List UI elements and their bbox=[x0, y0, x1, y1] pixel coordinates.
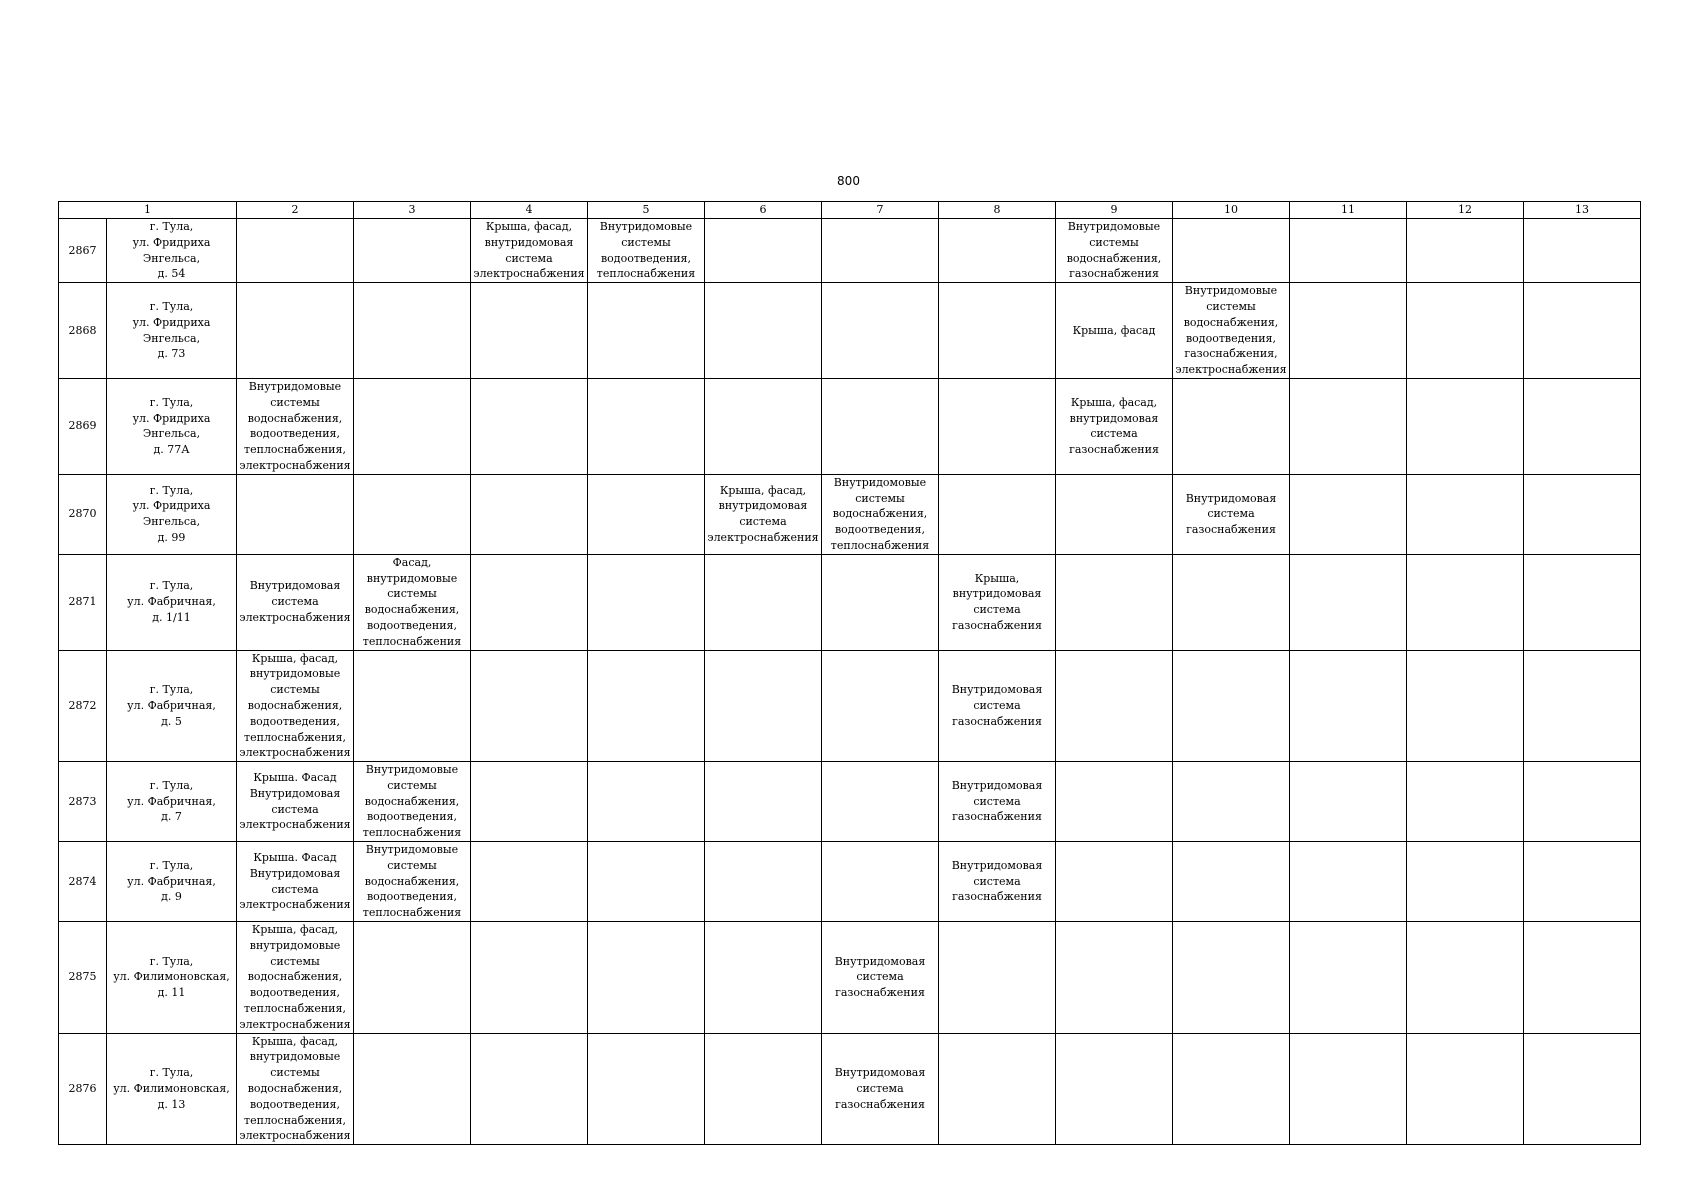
work-cell-col-10 bbox=[1173, 922, 1290, 1034]
work-cell-col-13 bbox=[1524, 474, 1641, 554]
work-cell-col-3: Внутридомовые системы водоснабжения, водоотведения, теплоснабжения bbox=[354, 842, 471, 922]
column-number-row bbox=[59, 202, 1641, 219]
work-cell-col-13 bbox=[1524, 554, 1641, 650]
work-cell-col-5 bbox=[588, 283, 705, 379]
work-cell-col-8 bbox=[939, 1033, 1056, 1145]
column-number-header: 4 bbox=[471, 202, 588, 219]
table-row bbox=[59, 762, 1641, 842]
row-number-cell: 2873 bbox=[59, 762, 107, 842]
work-cell-col-3 bbox=[354, 378, 471, 474]
work-cell-col-8 bbox=[939, 219, 1056, 283]
row-number-cell: 2872 bbox=[59, 650, 107, 762]
work-cell-col-2: Внутридомовые системы водоснабжения, водоотведения, теплоснабжения, электроснабжения bbox=[237, 378, 354, 474]
work-cell-col-7 bbox=[822, 650, 939, 762]
work-cell-col-4 bbox=[471, 283, 588, 379]
work-cell-col-10 bbox=[1173, 842, 1290, 922]
work-cell-col-13 bbox=[1524, 650, 1641, 762]
work-cell-col-9 bbox=[1056, 650, 1173, 762]
address-cell: г. Тула, ул. Филимоновская, д. 11 bbox=[107, 922, 237, 1034]
work-cell-col-6: Крыша, фасад, внутридомовая система электроснабжения bbox=[705, 474, 822, 554]
table-row bbox=[59, 219, 1641, 283]
work-cell-col-11 bbox=[1290, 283, 1407, 379]
work-cell-col-9 bbox=[1056, 474, 1173, 554]
table-row bbox=[59, 1033, 1641, 1145]
repair-schedule-table bbox=[58, 201, 1641, 1145]
work-cell-col-2: Крыша, фасад, внутридомовые системы водоснабжения, водоотведения, теплоснабжения, электроснабжения bbox=[237, 1033, 354, 1145]
work-cell-col-2: Крыша. Фасад Внутридомовая система электроснабжения bbox=[237, 762, 354, 842]
work-cell-col-12 bbox=[1407, 378, 1524, 474]
page-number: 800 bbox=[837, 174, 860, 188]
work-cell-col-10 bbox=[1173, 1033, 1290, 1145]
work-cell-col-7 bbox=[822, 554, 939, 650]
work-cell-col-11 bbox=[1290, 474, 1407, 554]
work-cell-col-2: Внутридомовая система электроснабжения bbox=[237, 554, 354, 650]
address-cell: г. Тула, ул. Фабричная, д. 7 bbox=[107, 762, 237, 842]
work-cell-col-8 bbox=[939, 922, 1056, 1034]
work-cell-col-9 bbox=[1056, 922, 1173, 1034]
table-row bbox=[59, 378, 1641, 474]
work-cell-col-7 bbox=[822, 762, 939, 842]
work-cell-col-13 bbox=[1524, 762, 1641, 842]
work-cell-col-12 bbox=[1407, 842, 1524, 922]
work-cell-col-5: Внутридомовые системы водоотведения, теплоснабжения bbox=[588, 219, 705, 283]
work-cell-col-13 bbox=[1524, 378, 1641, 474]
work-cell-col-9: Внутридомовые системы водоснабжения, газоснабжения bbox=[1056, 219, 1173, 283]
table-row bbox=[59, 554, 1641, 650]
work-cell-col-11 bbox=[1290, 219, 1407, 283]
column-number-header: 11 bbox=[1290, 202, 1407, 219]
work-cell-col-7 bbox=[822, 219, 939, 283]
table-row bbox=[59, 650, 1641, 762]
work-cell-col-11 bbox=[1290, 922, 1407, 1034]
work-cell-col-4 bbox=[471, 1033, 588, 1145]
work-cell-col-3 bbox=[354, 1033, 471, 1145]
work-cell-col-2: Крыша, фасад, внутридомовые системы водоснабжения, водоотведения, теплоснабжения, электроснабжения bbox=[237, 650, 354, 762]
work-cell-col-6 bbox=[705, 283, 822, 379]
work-cell-col-8: Внутридомовая система газоснабжения bbox=[939, 842, 1056, 922]
work-cell-col-3 bbox=[354, 474, 471, 554]
address-cell: г. Тула, ул. Фридриха Энгельса, д. 77А bbox=[107, 378, 237, 474]
work-cell-col-3 bbox=[354, 219, 471, 283]
work-cell-col-11 bbox=[1290, 650, 1407, 762]
work-cell-col-8 bbox=[939, 474, 1056, 554]
column-number-header: 1 bbox=[59, 202, 237, 219]
work-cell-col-6 bbox=[705, 378, 822, 474]
work-cell-col-4: Крыша, фасад, внутридомовая система электроснабжения bbox=[471, 219, 588, 283]
work-cell-col-6 bbox=[705, 650, 822, 762]
work-cell-col-11 bbox=[1290, 1033, 1407, 1145]
row-number-cell: 2874 bbox=[59, 842, 107, 922]
work-cell-col-11 bbox=[1290, 762, 1407, 842]
column-number-header: 6 bbox=[705, 202, 822, 219]
work-cell-col-3 bbox=[354, 922, 471, 1034]
column-number-header: 2 bbox=[237, 202, 354, 219]
work-cell-col-2 bbox=[237, 219, 354, 283]
address-cell: г. Тула, ул. Фридриха Энгельса, д. 99 bbox=[107, 474, 237, 554]
address-cell: г. Тула, ул. Фридриха Энгельса, д. 73 bbox=[107, 283, 237, 379]
work-cell-col-4 bbox=[471, 474, 588, 554]
row-number-cell: 2870 bbox=[59, 474, 107, 554]
work-cell-col-12 bbox=[1407, 554, 1524, 650]
work-cell-col-5 bbox=[588, 554, 705, 650]
work-cell-col-12 bbox=[1407, 1033, 1524, 1145]
work-cell-col-3: Внутридомовые системы водоснабжения, водоотведения, теплоснабжения bbox=[354, 762, 471, 842]
work-cell-col-9 bbox=[1056, 1033, 1173, 1145]
work-cell-col-13 bbox=[1524, 1033, 1641, 1145]
work-cell-col-2 bbox=[237, 474, 354, 554]
work-cell-col-6 bbox=[705, 219, 822, 283]
column-number-header: 10 bbox=[1173, 202, 1290, 219]
work-cell-col-4 bbox=[471, 762, 588, 842]
work-cell-col-10 bbox=[1173, 378, 1290, 474]
table-row bbox=[59, 283, 1641, 379]
work-cell-col-5 bbox=[588, 1033, 705, 1145]
address-cell: г. Тула, ул. Филимоновская, д. 13 bbox=[107, 1033, 237, 1145]
row-number-cell: 2867 bbox=[59, 219, 107, 283]
work-cell-col-11 bbox=[1290, 842, 1407, 922]
address-cell: г. Тула, ул. Фабричная, д. 9 bbox=[107, 842, 237, 922]
column-number-header: 7 bbox=[822, 202, 939, 219]
table-row bbox=[59, 842, 1641, 922]
row-number-cell: 2875 bbox=[59, 922, 107, 1034]
work-cell-col-9 bbox=[1056, 842, 1173, 922]
work-cell-col-2: Крыша, фасад, внутридомовые системы водоснабжения, водоотведения, теплоснабжения, электроснабжения bbox=[237, 922, 354, 1034]
work-cell-col-10: Внутридомовые системы водоснабжения, водоотведения, газоснабжения, электроснабжения bbox=[1173, 283, 1290, 379]
work-cell-col-5 bbox=[588, 650, 705, 762]
work-cell-col-12 bbox=[1407, 762, 1524, 842]
work-cell-col-8 bbox=[939, 378, 1056, 474]
work-cell-col-9: Крыша, фасад bbox=[1056, 283, 1173, 379]
work-cell-col-8: Крыша, внутридомовая система газоснабжения bbox=[939, 554, 1056, 650]
work-cell-col-2 bbox=[237, 283, 354, 379]
work-cell-col-13 bbox=[1524, 842, 1641, 922]
work-cell-col-12 bbox=[1407, 219, 1524, 283]
column-number-header: 3 bbox=[354, 202, 471, 219]
work-cell-col-4 bbox=[471, 842, 588, 922]
work-cell-col-9 bbox=[1056, 762, 1173, 842]
column-number-header: 12 bbox=[1407, 202, 1524, 219]
work-cell-col-3 bbox=[354, 283, 471, 379]
row-number-cell: 2869 bbox=[59, 378, 107, 474]
work-cell-col-11 bbox=[1290, 554, 1407, 650]
work-cell-col-5 bbox=[588, 378, 705, 474]
work-cell-col-3: Фасад, внутридомовые системы водоснабжения, водоотведения, теплоснабжения bbox=[354, 554, 471, 650]
work-cell-col-4 bbox=[471, 554, 588, 650]
address-cell: г. Тула, ул. Фабричная, д. 5 bbox=[107, 650, 237, 762]
work-cell-col-6 bbox=[705, 922, 822, 1034]
work-cell-col-5 bbox=[588, 922, 705, 1034]
work-cell-col-6 bbox=[705, 554, 822, 650]
work-cell-col-13 bbox=[1524, 922, 1641, 1034]
work-cell-col-6 bbox=[705, 1033, 822, 1145]
work-cell-col-4 bbox=[471, 650, 588, 762]
work-cell-col-7: Внутридомовая система газоснабжения bbox=[822, 922, 939, 1034]
work-cell-col-7 bbox=[822, 842, 939, 922]
work-cell-col-10 bbox=[1173, 219, 1290, 283]
column-number-header: 8 bbox=[939, 202, 1056, 219]
work-cell-col-9: Крыша, фасад, внутридомовая система газоснабжения bbox=[1056, 378, 1173, 474]
table-row bbox=[59, 474, 1641, 554]
work-cell-col-7 bbox=[822, 378, 939, 474]
row-number-cell: 2868 bbox=[59, 283, 107, 379]
address-cell: г. Тула, ул. Фабричная, д. 1/11 bbox=[107, 554, 237, 650]
work-cell-col-6 bbox=[705, 762, 822, 842]
work-cell-col-9 bbox=[1056, 554, 1173, 650]
work-cell-col-10 bbox=[1173, 650, 1290, 762]
work-cell-col-11 bbox=[1290, 378, 1407, 474]
work-cell-col-5 bbox=[588, 474, 705, 554]
work-cell-col-10: Внутридомовая система газоснабжения bbox=[1173, 474, 1290, 554]
work-cell-col-10 bbox=[1173, 554, 1290, 650]
work-cell-col-7 bbox=[822, 283, 939, 379]
work-cell-col-7: Внутридомовая система газоснабжения bbox=[822, 1033, 939, 1145]
work-cell-col-4 bbox=[471, 378, 588, 474]
address-cell: г. Тула, ул. Фридриха Энгельса, д. 54 bbox=[107, 219, 237, 283]
work-cell-col-13 bbox=[1524, 283, 1641, 379]
work-cell-col-12 bbox=[1407, 474, 1524, 554]
work-cell-col-8 bbox=[939, 283, 1056, 379]
column-number-header: 5 bbox=[588, 202, 705, 219]
column-number-header: 9 bbox=[1056, 202, 1173, 219]
column-number-header: 13 bbox=[1524, 202, 1641, 219]
row-number-cell: 2871 bbox=[59, 554, 107, 650]
work-cell-col-10 bbox=[1173, 762, 1290, 842]
work-cell-col-13 bbox=[1524, 219, 1641, 283]
work-cell-col-8: Внутридомовая система газоснабжения bbox=[939, 650, 1056, 762]
table-row bbox=[59, 922, 1641, 1034]
work-cell-col-7: Внутридомовые системы водоснабжения, водоотведения, теплоснабжения bbox=[822, 474, 939, 554]
work-cell-col-5 bbox=[588, 762, 705, 842]
work-cell-col-6 bbox=[705, 842, 822, 922]
work-cell-col-12 bbox=[1407, 650, 1524, 762]
row-number-cell: 2876 bbox=[59, 1033, 107, 1145]
work-cell-col-5 bbox=[588, 842, 705, 922]
work-cell-col-12 bbox=[1407, 283, 1524, 379]
work-cell-col-12 bbox=[1407, 922, 1524, 1034]
work-cell-col-8: Внутридомовая система газоснабжения bbox=[939, 762, 1056, 842]
work-cell-col-3 bbox=[354, 650, 471, 762]
work-cell-col-2: Крыша. Фасад Внутридомовая система электроснабжения bbox=[237, 842, 354, 922]
work-cell-col-4 bbox=[471, 922, 588, 1034]
